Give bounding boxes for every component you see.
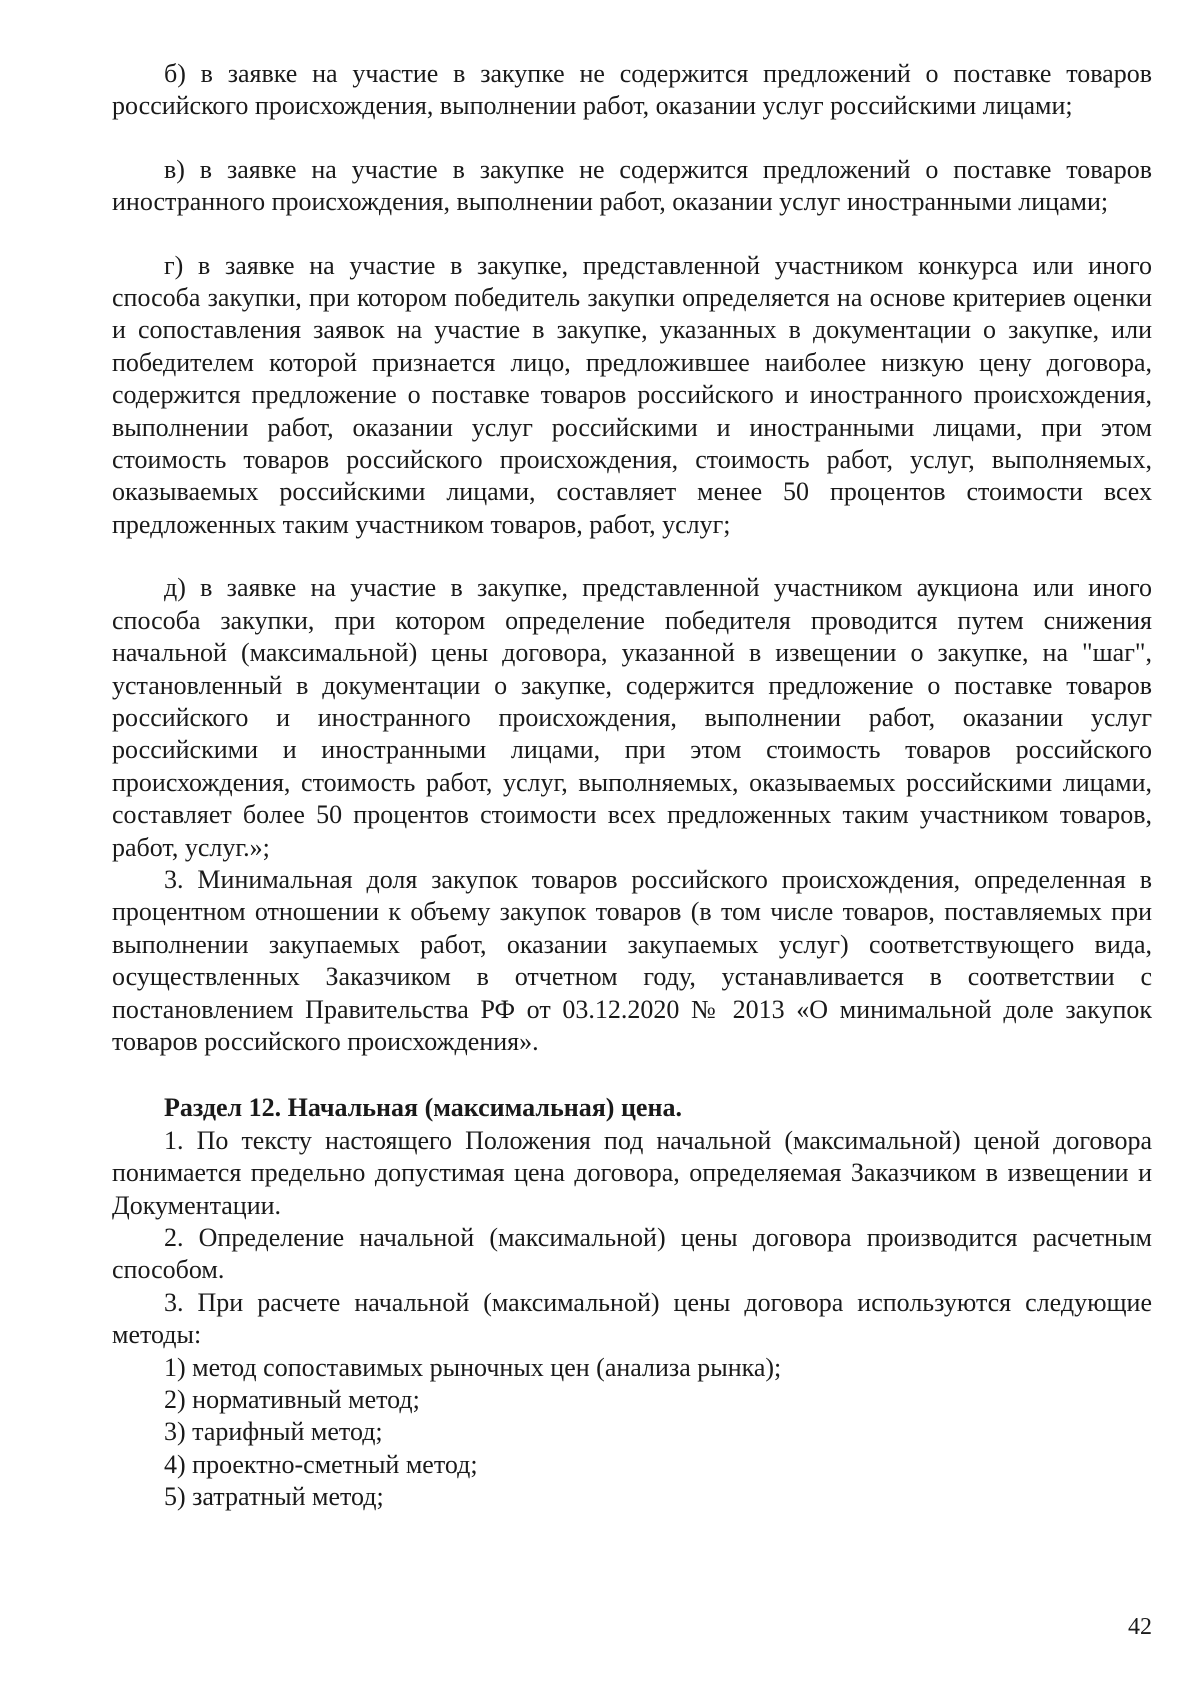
section-12-paragraph-1: 1. По тексту настоящего Положения под начальной (максимальной) ценой договора понимается предельно допустимая цена договора, определяемая Заказчиком в извещении и Документации. (112, 1125, 1152, 1220)
paragraph-d: д) в заявке на участие в закупке, представленной участником аукциона или иного способа закупки, при котором определение победителя проводится путем снижения начальной (максимальной) цены договора, указанной в извещении о закупке, на "шаг", установленный в документации о закупке, содержится предложение о поставке товаров российского и иностранного происхождения, выполнении работ, оказании услуг российскими и иностранными лицами, при этом стоимость товаров российского происхождения, стоимость работ, услуг, выполняемых, оказываемых российскими лицами, составляет более 50 процентов стоимости всех предложенных таким участником товаров, работ, услуг.»; (112, 573, 1152, 862)
list-item: 4) проектно-сметный метод; (164, 1449, 478, 1479)
paragraph-item-3: 3. Минимальная доля закупок товаров российского происхождения, определенная в процентном отношении к объему закупок товаров (в том числе товаров, поставляемых при выполнении закупаемых работ, оказании закупаемых услуг) соответствующего вида, осуществленных Заказчиком в отчетном году, устанавливается в соответствии с постановлением Правительства РФ от 03.12.2020 № 2013 «О минимальной доле закупок товаров российского происхождения». (112, 864, 1152, 1056)
paragraph-b: б) в заявке на участие в закупке не содержится предложений о поставке товаров российского происхождения, выполнении работ, оказании услуг российскими лицами; (112, 59, 1152, 121)
list-item: 3) тарифный метод; (164, 1417, 383, 1447)
paragraph-g: г) в заявке на участие в закупке, представленной участником конкурса или иного способа закупки, при котором победитель закупки определяется на основе критериев оценки и сопоставления заявок на участие в закупке, указанных в документации о закупке, или победителем которой признается лицо, предложившее наиболее низкую цену договора, содержится предложение о поставке товаров российского и иностранного происхождения, выполнении работ, оказании услуг российскими и иностранными лицами, при этом стоимость товаров российского происхождения, стоимость работ, услуг, выполняемых, оказываемых российскими лицами, составляет менее 50 процентов стоимости всех предложенных таким участником товаров, работ, услуг; (112, 250, 1152, 539)
list-item: 1) метод сопоставимых рыночных цен (анализа рынка); (164, 1352, 782, 1382)
section-12-title: Раздел 12. Начальная (максимальная) цена. (164, 1093, 682, 1123)
list-item: 2) нормативный метод; (164, 1385, 420, 1415)
section-12-paragraph-2: 2. Определение начальной (максимальной) цены договора производится расчетным способом. (112, 1223, 1152, 1285)
list-item: 5) затратный метод; (164, 1482, 384, 1512)
document-page (112, 58, 1152, 1514)
paragraph-v: в) в заявке на участие в закупке не содержится предложений о поставке товаров иностранного происхождения, выполнении работ, оказании услуг иностранными лицами; (112, 154, 1152, 217)
methods-list (112, 1352, 1152, 1514)
section-12-paragraph-3: 3. При расчете начальной (максимальной) цены договора используются следующие методы: (112, 1287, 1152, 1350)
page-number: 42 (1128, 1614, 1152, 1640)
